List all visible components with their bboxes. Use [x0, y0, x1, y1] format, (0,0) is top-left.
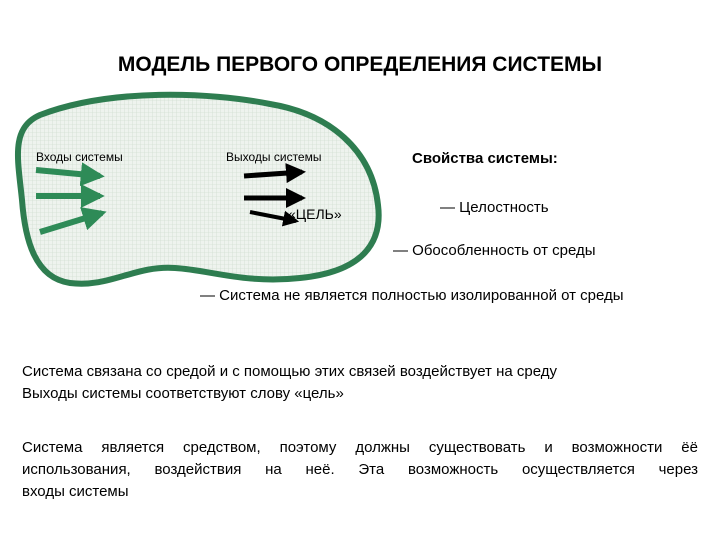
paragraph-line: использования, воздействия на неё. Эта возможность осуществляется через — [22, 461, 698, 478]
outputs-label: Выходы системы — [226, 150, 322, 164]
inputs-label: Входы системы — [36, 150, 123, 164]
property-item: — Система не является полностью изолированной от среды — [200, 287, 624, 304]
goal-label: «ЦЕЛЬ» — [288, 206, 342, 222]
system-boundary — [18, 95, 379, 284]
paragraph — [22, 361, 698, 405]
property-item: — Обособленность от среды — [393, 242, 596, 259]
paragraph-line: Система является средством, поэтому должны существовать и возможности ёё — [22, 439, 698, 456]
property-item: — Целостность — [440, 199, 549, 216]
slide-title: МОДЕЛЬ ПЕРВОГО ОПРЕДЕЛЕНИЯ СИСТЕМЫ — [117, 53, 603, 76]
paragraph-line: входы системы — [22, 483, 129, 500]
properties-heading: Свойства системы: — [412, 150, 558, 167]
paragraph-line: Выходы системы соответствуют слову «цель» — [22, 385, 344, 402]
paragraph — [22, 437, 698, 503]
paragraph-line: Система связана со средой и с помощью этих связей воздействует на среду — [22, 363, 557, 380]
